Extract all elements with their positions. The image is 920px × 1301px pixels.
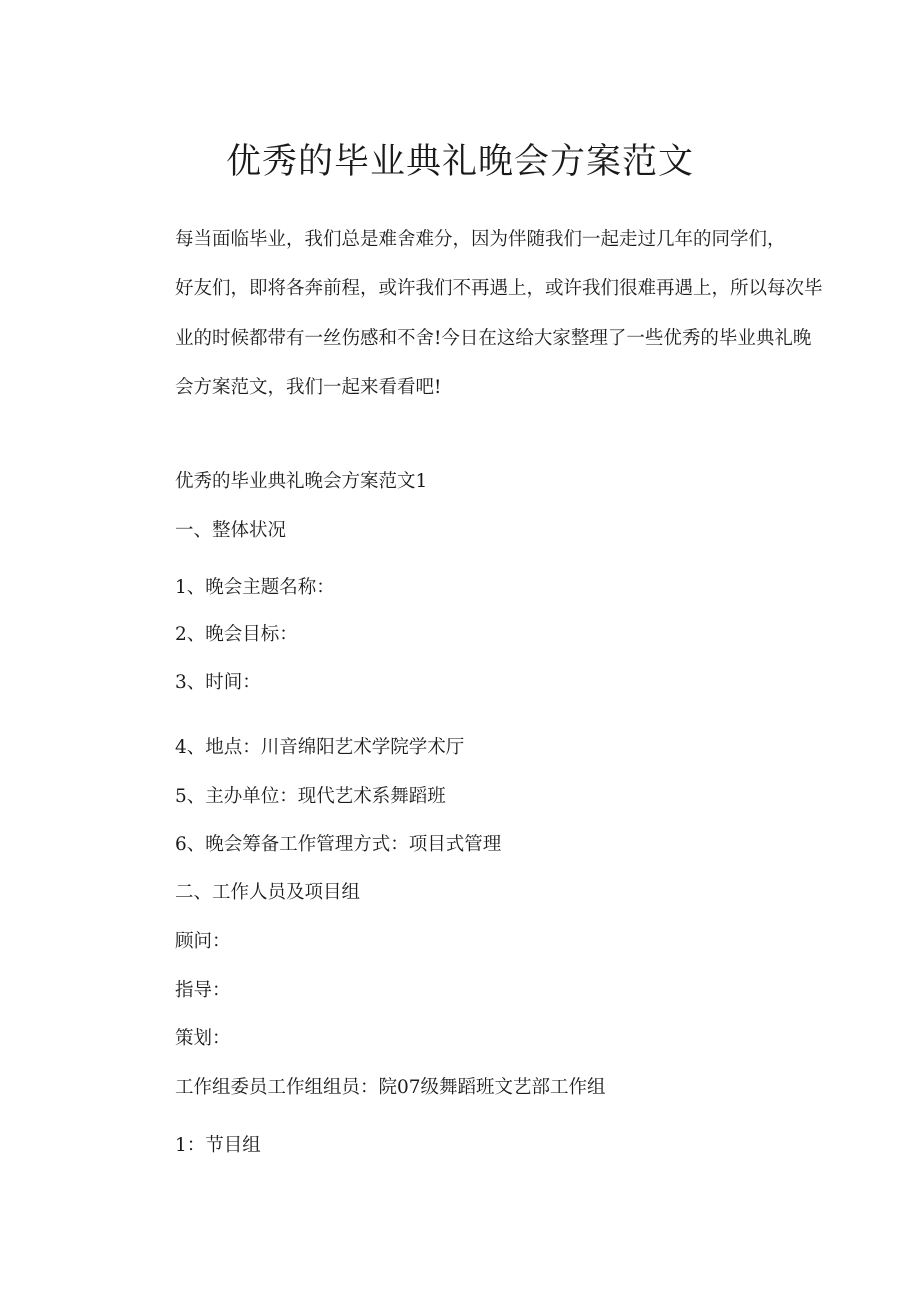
item-organizer: 5、主办单位：现代艺术系舞蹈班 [175,786,446,807]
document-title: 优秀的毕业典礼晚会方案范文 [225,142,694,182]
item-planning: 策划： [175,1028,231,1049]
item-program-group: 1：节目组 [175,1135,261,1156]
intro-line-2: 好友们，即将各奔前程，或许我们不再遇上，或许我们很难再遇上，所以每次毕 [175,278,823,299]
intro-line-3: 业的时候都带有一丝伤感和不舍!今日在这给大家整理了一些优秀的毕业典礼晚 [175,328,812,349]
item-time: 3、时间： [175,672,261,693]
section-heading-1: 优秀的毕业典礼晚会方案范文1 [175,471,428,492]
item-location: 4、地点：川音绵阳艺术学院学术厅 [175,737,465,758]
item-working-group: 工作组委员工作组组员：院07级舞蹈班文艺部工作组 [175,1077,606,1098]
item-theme-name: 1、晚会主题名称： [175,577,335,598]
item-goal: 2、晚会目标： [175,624,298,645]
item-guidance: 指导： [175,980,231,1001]
section-overview: 一、整体状况 [175,520,287,541]
intro-line-1: 每当面临毕业，我们总是难舍难分，因为伴随我们一起走过几年的同学们， [175,229,786,250]
item-management: 6、晚会筹备工作管理方式：项目式管理 [175,834,502,855]
intro-line-4: 会方案范文，我们一起来看看吧! [175,377,442,398]
section-staff: 二、工作人员及项目组 [175,882,361,903]
item-advisor: 顾问： [175,931,231,952]
